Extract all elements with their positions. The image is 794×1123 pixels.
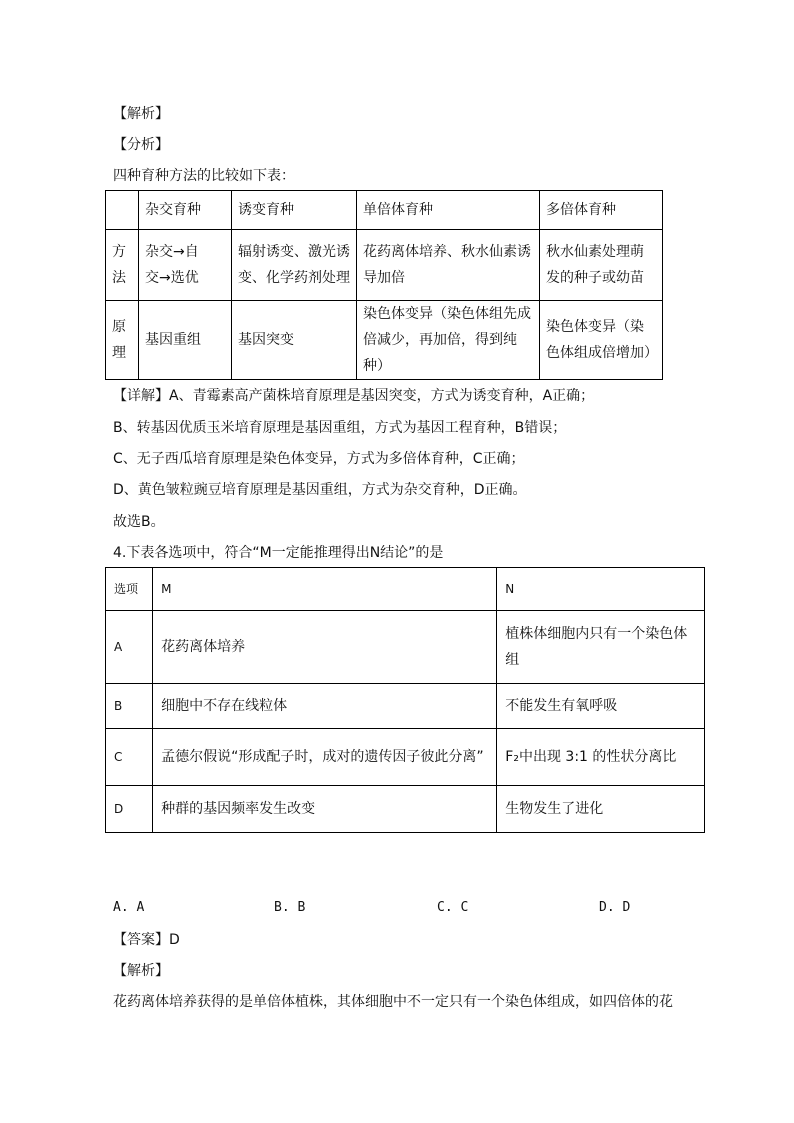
table-cell: 秋水仙素处理萌 发的种子或幼苗 — [540, 230, 663, 301]
option-cell: B — [106, 684, 153, 729]
table-header-cell: 杂交育种 — [139, 191, 232, 230]
question-4-text: 4.下表各选项中，符合“M一定能推理得出N结论”的是 — [113, 545, 444, 561]
answer-option-b: B. B — [274, 900, 306, 915]
option-cell: C — [106, 729, 153, 786]
table-cell: 杂交→自 交→选优 — [139, 230, 232, 301]
table-row — [106, 729, 705, 786]
m-cell: 细胞中不存在线粒体 — [153, 684, 497, 729]
n-cell: 不能发生有氧呼吸 — [497, 684, 705, 729]
detail-line-c: C、无子西瓜培育原理是染色体变异，方式为多倍体育种，C正确； — [113, 451, 525, 467]
option-cell: D — [106, 786, 153, 833]
section-heading-analysis: 【解析】 — [113, 106, 169, 122]
m-cell: 孟德尔假说“形成配子时，成对的遗传因子彼此分离” — [153, 729, 497, 786]
table-header-cell: 单倍体育种 — [357, 191, 540, 230]
table-cell: 基因突变 — [232, 301, 357, 380]
conclusion-line: 故选B。 — [113, 514, 165, 530]
table-row — [106, 230, 663, 301]
table-cell: 辐射诱变、激光诱 变、化学药剂处理 — [232, 230, 357, 301]
n-cell: F₂中出现 3:1 的性状分离比 — [497, 729, 705, 786]
n-cell: 植株体细胞内只有一个染色体 组 — [497, 611, 705, 684]
table-row — [106, 684, 705, 729]
answer-option-c: C. C — [437, 900, 469, 915]
table-header-cell: 选项 — [106, 568, 153, 611]
table-row — [106, 786, 705, 833]
table-header-row — [106, 191, 663, 230]
question-4-table — [105, 567, 705, 833]
table-row — [106, 301, 663, 380]
explanation-text: 花药离体培养获得的是单倍体植株，其体细胞中不一定只有一个染色体组成，如四倍体的花 — [113, 994, 673, 1010]
answer-line: 【答案】D — [113, 932, 180, 948]
n-cell: 生物发生了进化 — [497, 786, 705, 833]
table-header-cell: N — [497, 568, 705, 611]
option-cell: A — [106, 611, 153, 684]
table-header-cell — [106, 191, 139, 230]
m-cell: 花药离体培养 — [153, 611, 497, 684]
table-header-cell: 诱变育种 — [232, 191, 357, 230]
table-header-row — [106, 568, 705, 611]
table-header-cell: 多倍体育种 — [540, 191, 663, 230]
section-heading-analysis-2: 【解析】 — [113, 963, 169, 979]
m-cell: 种群的基因频率发生改变 — [153, 786, 497, 833]
detail-line-b: B、转基因优质玉米培育原理是基因重组，方式为基因工程育种，B错误； — [113, 420, 567, 436]
section-heading-breakdown: 【分析】 — [113, 137, 169, 153]
row-label: 原 理 — [106, 301, 139, 380]
table-cell: 染色体变异（染 色体组成倍增加） — [540, 301, 663, 380]
table-intro-text: 四种育种方法的比较如下表： — [113, 168, 295, 184]
table-header-cell: M — [153, 568, 497, 611]
detail-line-d: D、黄色皱粒豌豆培育原理是基因重组，方式为杂交育种，D正确。 — [113, 482, 527, 498]
row-label: 方 法 — [106, 230, 139, 301]
answer-option-d: D. D — [599, 900, 631, 915]
breeding-methods-table — [105, 190, 663, 380]
table-cell: 花药离体培养、秋水仙素诱 导加倍 — [357, 230, 540, 301]
detail-line-a: 【详解】A、青霉素高产菌株培育原理是基因突变，方式为诱变育种，A正确； — [113, 388, 595, 404]
table-row — [106, 611, 705, 684]
table-cell: 基因重组 — [139, 301, 232, 380]
answer-option-a: A. A — [113, 900, 145, 915]
table-cell: 染色体变异（染色体组先成 倍减少，再加倍，得到纯种） — [357, 301, 540, 380]
